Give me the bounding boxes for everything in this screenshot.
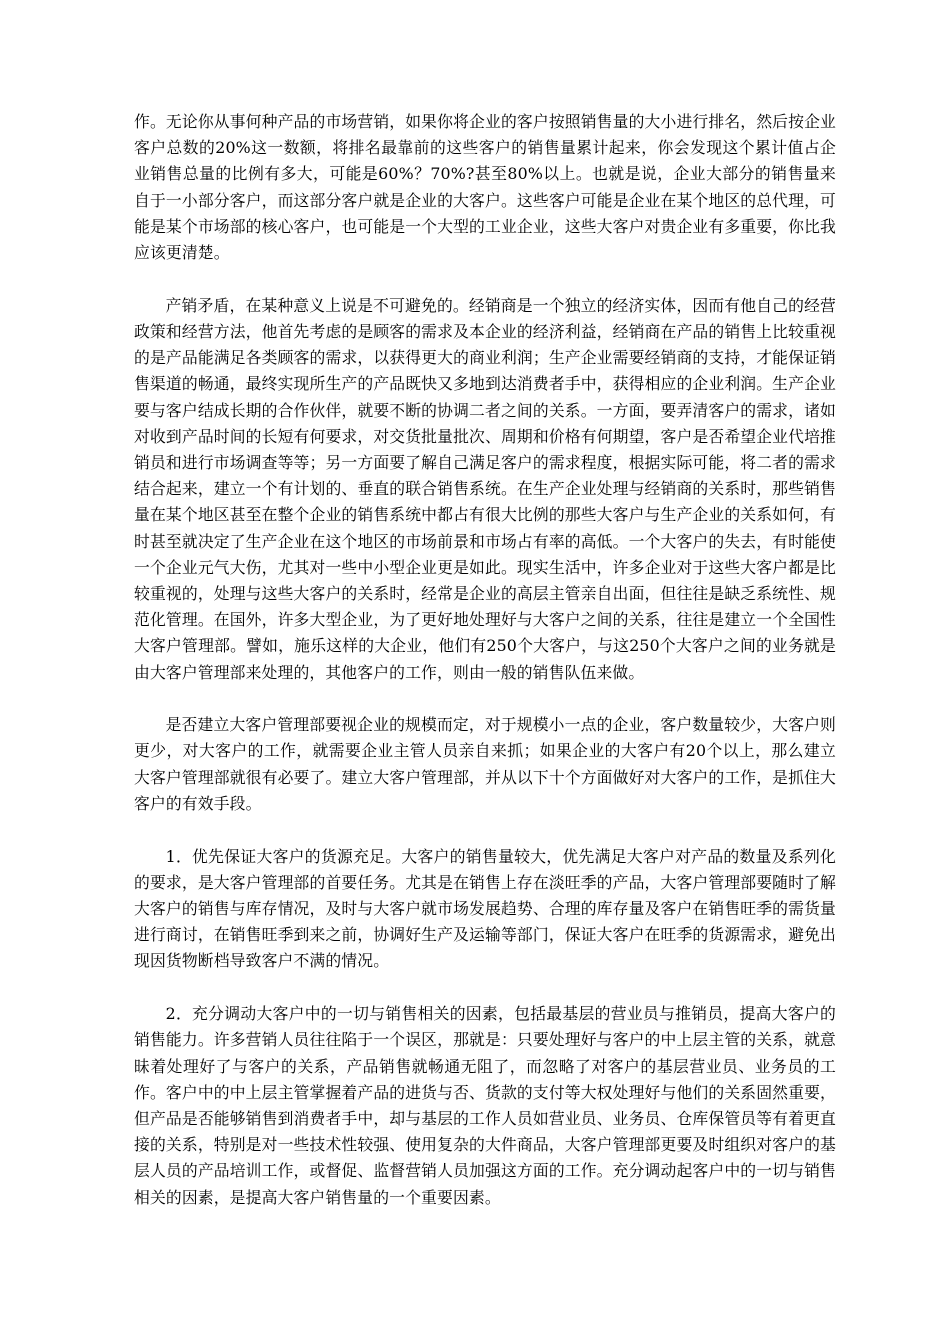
paragraph-4-item-1: 1．优先保证大客户的货源充足。大客户的销售量较大，优先满足大客户对产品的数量及系列化的要求，是大客户管理部的首要任务。尤其是在销售上存在淡旺季的产品，大客户管理部要随时了解大客户的销售与库存情况，及时与大客户就市场发展趋势、合理的库存量及客户在销售旺季的需货量进行商讨，在销售旺季到来之前，协调好生产及运输等部门，保证大客户在旺季的货源需求，避免出现因货物断档导致客户不满的情况。 [134, 846, 836, 971]
paragraph-2: 产销矛盾，在某种意义上说是不可避免的。经销商是一个独立的经济实体，因而有他自己的经营政策和经营方法，他首先考虑的是顾客的需求及本企业的经济利益，经销商在产品的销售上比较重视的是产品能满足各类顾客的需求，以获得更大的商业利润；生产企业需要经销商的支持，才能保证销售渠道的畅通，最终实现所生产的产品既快又多地到达消费者手中，获得相应的企业利润。生产企业要与客户结成长期的合作伙伴，就要不断的协调二者之间的关系。一方面，要弄清客户的需求，诸如对收到产品时间的长短有何要求，对交货批量批次、周期和价格有何期望，客户是否希望企业代培推销员和进行市场调查等等；另一方面要了解自己满足客户的需求程度，根据实际可能，将二者的需求结合起来，建立一个有计划的、垂直的联合销售系统。在生产企业处理与经销商的关系时，那些销售量在某个地区甚至在整个企业的销售系统中都占有很大比例的那些大客户与生产企业的关系如何，有时甚至就决定了生产企业在这个地区的市场前景和市场占有率的高低。一个大客户的失去，有时能使一个企业元气大伤，尤其对一些中小型企业更是如此。现实生活中，许多企业对于这些大客户都是比较重视的，处理与这些大客户的关系时，经常是企业的高层主管亲自出面，但往往是缺乏系统性、规范化管理。在国外，许多大型企业，为了更好地处理好与大客户之间的关系，往往是建立一个全国性大客户管理部。譬如，施乐这样的大企业，他们有250个大客户，与这250个大客户之间的业务就是由大客户管理部来处理的，其他客户的工作，则由一般的销售队伍来做。 [134, 295, 836, 682]
paragraph-3: 是否建立大客户管理部要视企业的规模而定，对于规模小一点的企业，客户数量较少，大客户则更少，对大客户的工作，就需要企业主管人员亲自来抓；如果企业的大客户有20个以上，那么建立大客户管理部就很有必要了。建立大客户管理部，并从以下十个方面做好对大客户的工作，是抓住大客户的有效手段。 [134, 715, 836, 813]
document-body [134, 109, 836, 1211]
paragraph-1: 作。无论你从事何种产品的市场营销，如果你将企业的客户按照销售量的大小进行排名，然后按企业客户总数的20%这一数额，将排名最靠前的这些客户的销售量累计起来，你会发现这个累计值占企业销售总量的比例有多大，可能是60%？70%?甚至80%以上。也就是说，企业大部分的销售量来自于一小部分客户，而这部分客户就是企业的大客户。这些客户可能是企业在某个地区的总代理，可能是某个市场部的核心客户，也可能是一个大型的工业企业，这些大客户对贵企业有多重要，你比我应该更清楚。 [134, 112, 836, 263]
paragraph-5-item-2: 2．充分调动大客户中的一切与销售相关的因素，包括最基层的营业员与推销员，提高大客户的销售能力。许多营销人员往往陷于一个误区，那就是：只要处理好与客户的中上层主管的关系，就意昧着处理好了与客户的关系，产品销售就畅通无阻了，而忽略了对客户的基层营业员、业务员的工作。客户中的中上层主管掌握着产品的进货与否、货款的支付等大权处理好与他们的关系固然重要，但产品是否能够销售到消费者手中，却与基层的工作人员如营业员、业务员、仓库保管员等有着更直接的关系，特别是对一些技术性较强、使用复杂的大件商品，大客户管理部更要及时组织对客户的基层人员的产品培训工作，或督促、监督营销人员加强这方面的工作。充分调动起客户中的一切与销售相关的因素，是提高大客户销售量的一个重要因素。 [134, 1004, 836, 1207]
